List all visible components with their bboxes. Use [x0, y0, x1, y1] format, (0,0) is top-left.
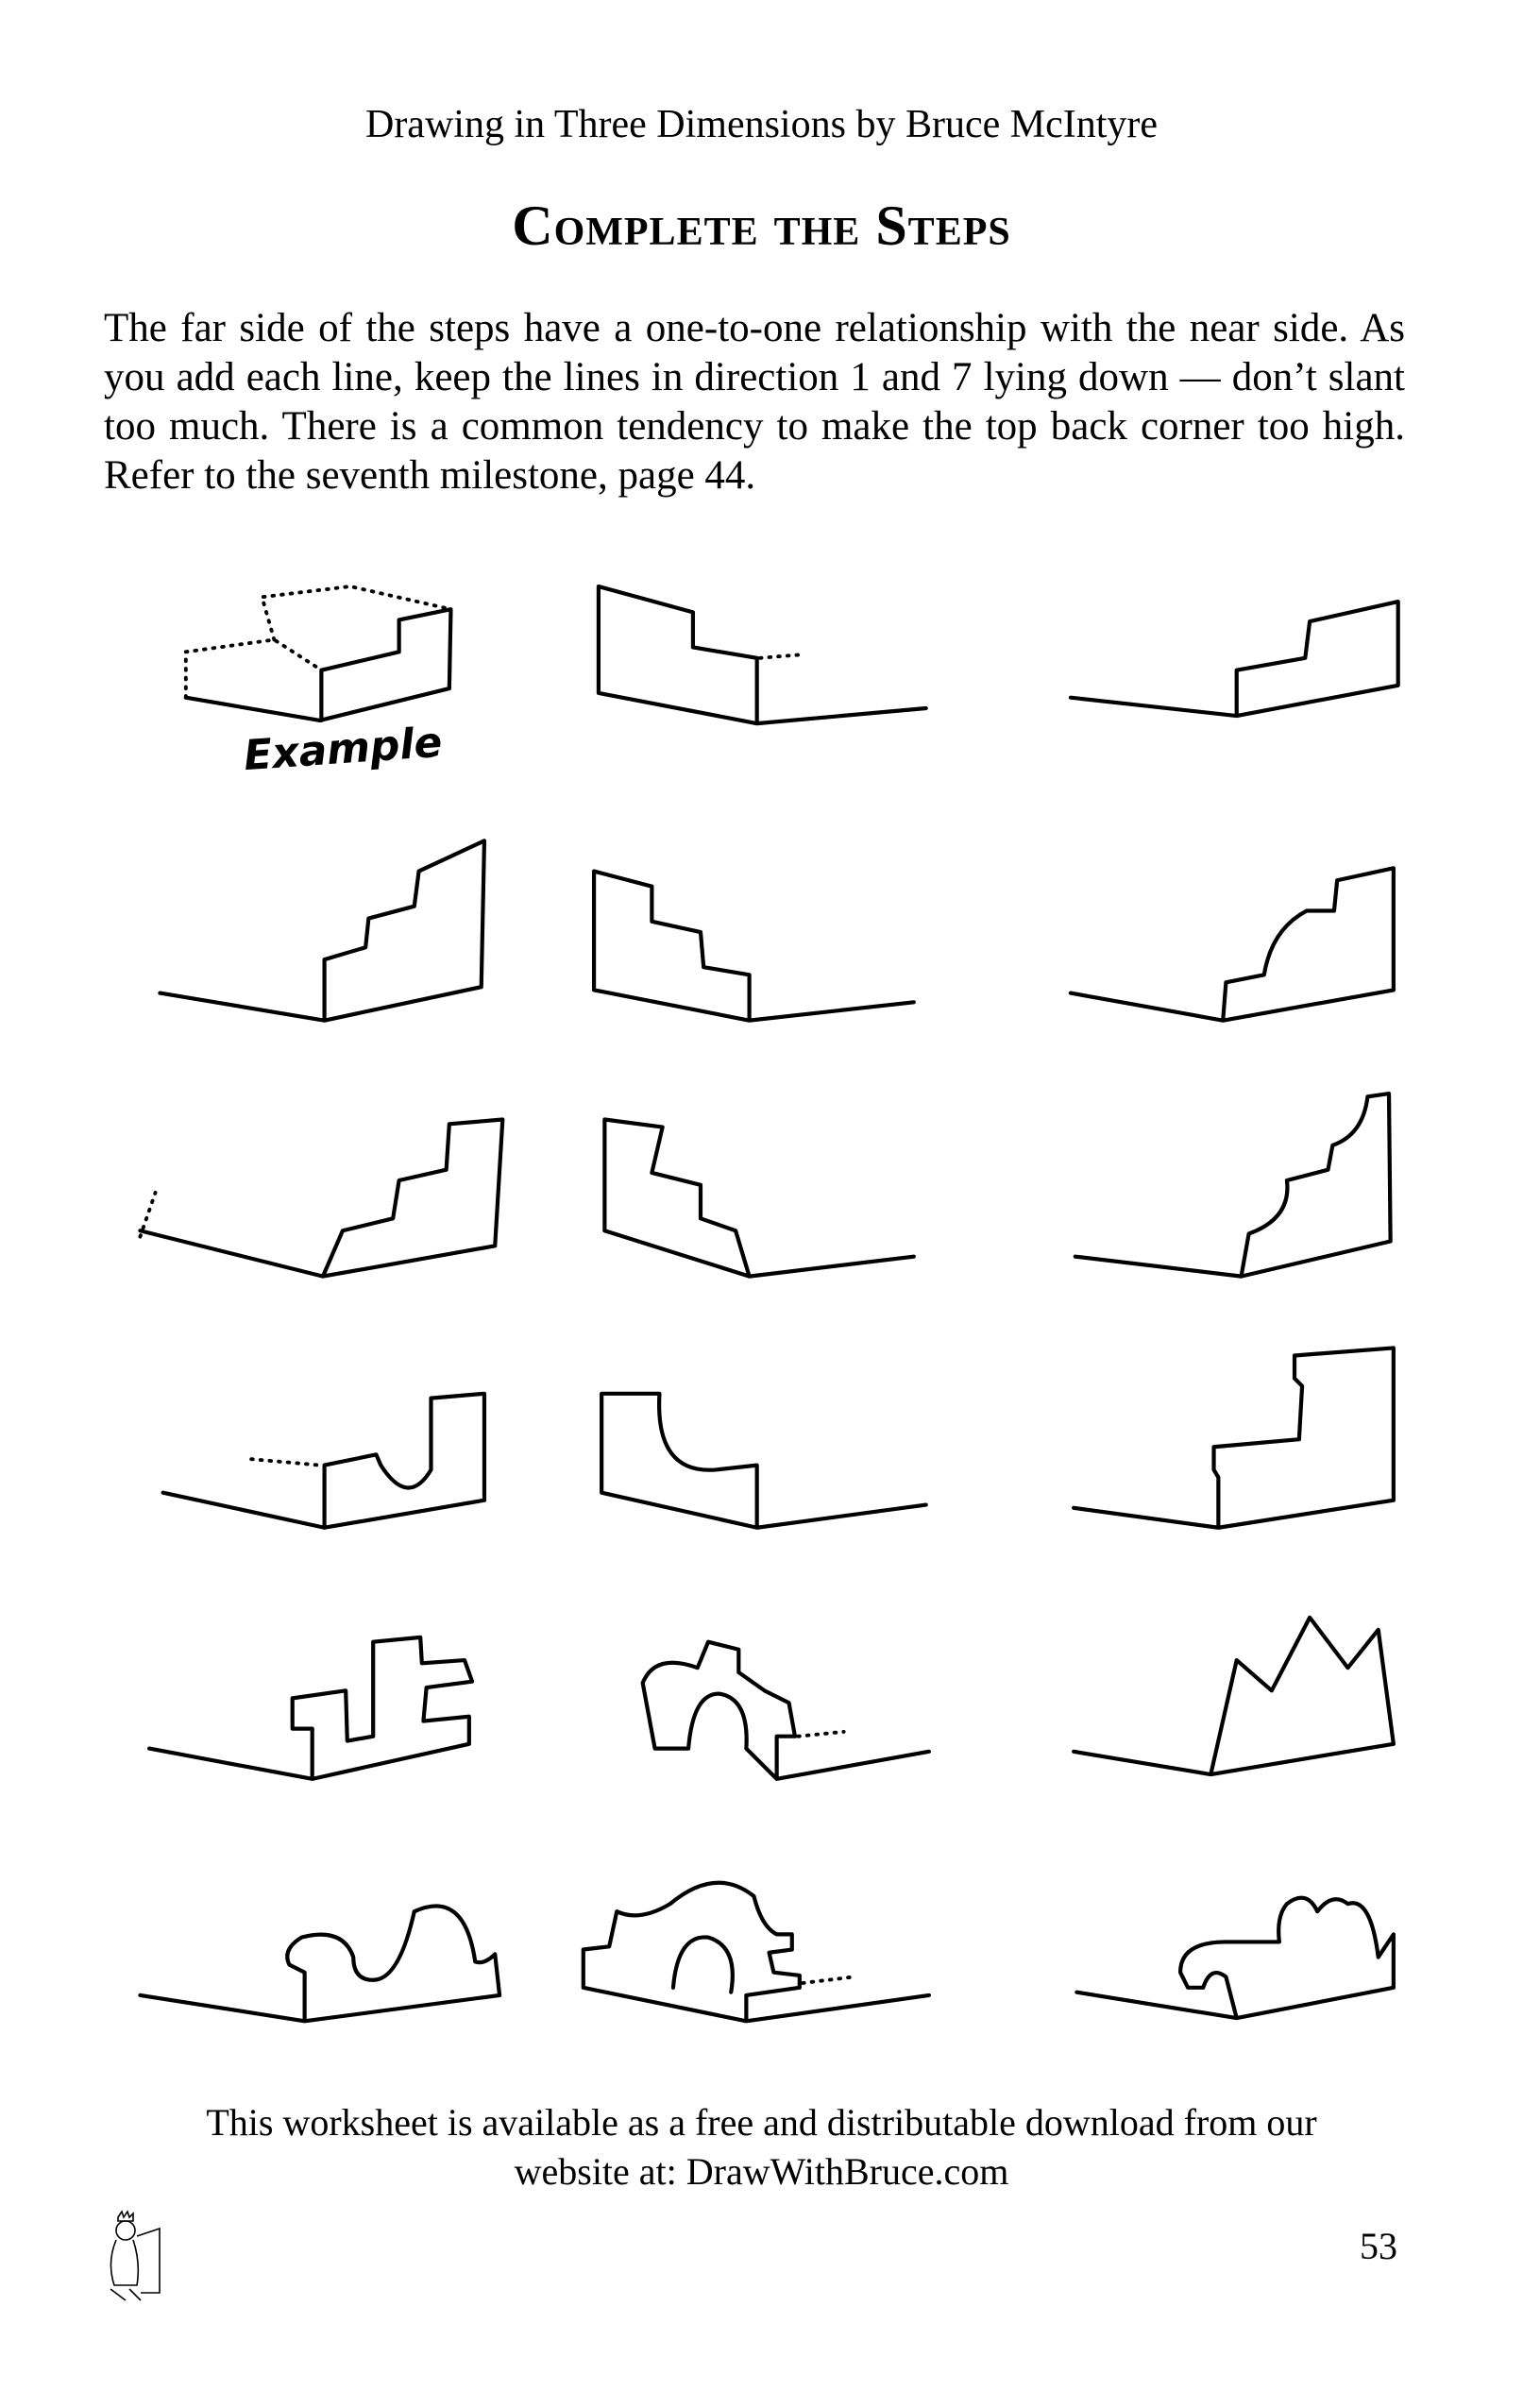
- exercise-17: [1076, 1898, 1393, 2018]
- exercise-9: [163, 1394, 484, 1528]
- exercise-13: [643, 1642, 929, 1779]
- running-header: Drawing in Three Dimensions by Bruce McIntyre: [364, 103, 1158, 146]
- bruce-mascot-icon: [99, 2210, 175, 2304]
- page-number: 53: [1360, 2225, 1397, 2267]
- example-steps-drawing: [186, 586, 451, 721]
- exercise-4: [594, 872, 914, 1021]
- footer-line-1: This worksheet is available as a free and distributable download from our: [206, 2101, 1317, 2144]
- exercise-2: [1071, 602, 1398, 716]
- exercise-6: [140, 1119, 502, 1276]
- example-label: Example: [242, 718, 444, 781]
- exercise-3: [160, 840, 484, 1020]
- exercise-11: [1074, 1348, 1394, 1527]
- exercise-10: [601, 1394, 926, 1528]
- exercise-12: [149, 1637, 472, 1779]
- exercise-7: [604, 1119, 913, 1276]
- page-title: Complete the Steps: [512, 195, 1011, 257]
- exercise-1: [599, 586, 926, 723]
- exercise-8: [1075, 1094, 1391, 1277]
- instructions-paragraph: The far side of the steps have a one-to-one relationship with the near side. As you add each line, keep the lines in direction 1 and 7 lying down — don’t slant too much. There is a common tendency to make the top back corner too high. Refer to the seventh milestone, page 44.: [104, 306, 1405, 498]
- footer-line-2: website at: DrawWithBruce.com: [514, 2150, 1009, 2193]
- footer-note: [94, 2098, 1429, 2196]
- exercise-15: [140, 1906, 499, 2021]
- exercise-16: [584, 1883, 929, 2022]
- exercise-5: [1071, 868, 1394, 1020]
- exercise-14: [1074, 1618, 1394, 1774]
